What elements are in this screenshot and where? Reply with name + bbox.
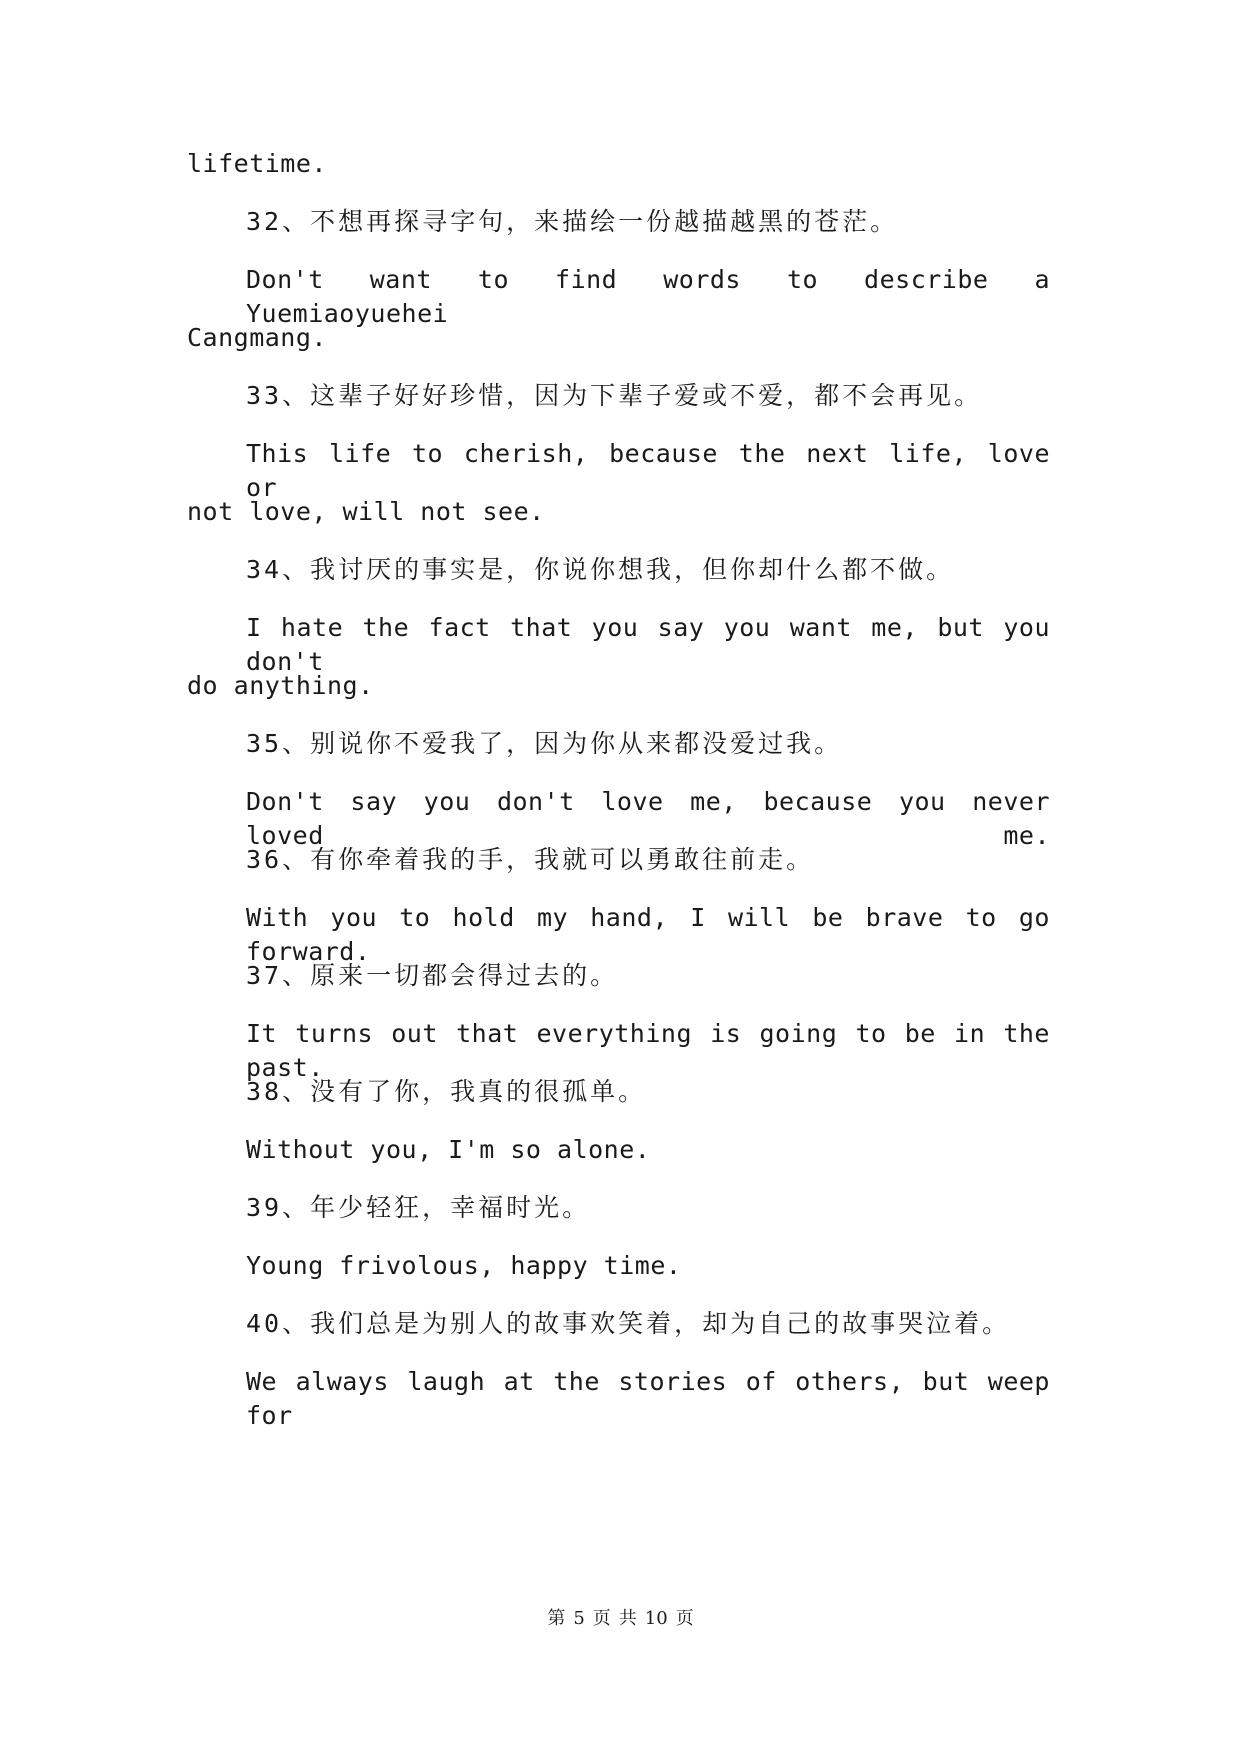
quote-en-32: Don't want to find words to describe a Yuemiaoyuehei bbox=[246, 265, 1050, 328]
footer-page-word: 页 bbox=[592, 1608, 611, 1629]
page-footer bbox=[0, 1607, 1241, 1631]
text-line: do anything. bbox=[187, 671, 374, 700]
text-line: Cangmang. bbox=[187, 323, 327, 352]
quote-zh-40: 40、我们总是为别人的故事欢笑着，却为自己的故事哭泣着。 bbox=[246, 1309, 1011, 1338]
footer-suffix: 页 bbox=[675, 1608, 694, 1629]
footer-total-pages: 10 bbox=[644, 1608, 668, 1629]
quote-en-34: I hate the fact that you say you want me, but you don't bbox=[246, 613, 1050, 676]
quote-zh-37: 37、原来一切都会得过去的。 bbox=[246, 961, 619, 990]
footer-total-word: 共 bbox=[618, 1608, 637, 1629]
quote-en-33: This life to cherish, because the next life, love or bbox=[246, 439, 1050, 502]
quote-en-36: With you to hold my hand, I will be brave to go forward. bbox=[246, 903, 1050, 966]
quote-zh-34: 34、我讨厌的事实是，你说你想我，但你却什么都不做。 bbox=[246, 555, 955, 584]
quote-en-38: Without you, I'm so alone. bbox=[246, 1135, 651, 1164]
quote-en-39: Young frivolous, happy time. bbox=[246, 1251, 682, 1280]
quote-zh-32: 32、不想再探寻字句，来描绘一份越描越黑的苍茫。 bbox=[246, 207, 899, 236]
quote-zh-39: 39、年少轻狂，幸福时光。 bbox=[246, 1193, 591, 1222]
text-line: not love, will not see. bbox=[187, 497, 545, 526]
text-line: lifetime. bbox=[187, 149, 327, 178]
quote-en-37: It turns out that everything is going to be in the past. bbox=[246, 1019, 1050, 1082]
quote-zh-38: 38、没有了你，我真的很孤单。 bbox=[246, 1077, 647, 1106]
footer-current-page: 5 bbox=[573, 1608, 585, 1629]
quote-zh-35: 35、别说你不爱我了，因为你从来都没爱过我。 bbox=[246, 729, 843, 758]
quote-en-40: We always laugh at the stories of others, but weep for bbox=[246, 1367, 1050, 1430]
quote-en-35: Don't say you don't love me, because you never loved me. bbox=[246, 787, 1050, 850]
footer-prefix: 第 bbox=[547, 1608, 566, 1629]
quote-zh-33: 33、这辈子好好珍惜，因为下辈子爱或不爱，都不会再见。 bbox=[246, 381, 983, 410]
quote-zh-36: 36、有你牵着我的手，我就可以勇敢往前走。 bbox=[246, 845, 815, 874]
